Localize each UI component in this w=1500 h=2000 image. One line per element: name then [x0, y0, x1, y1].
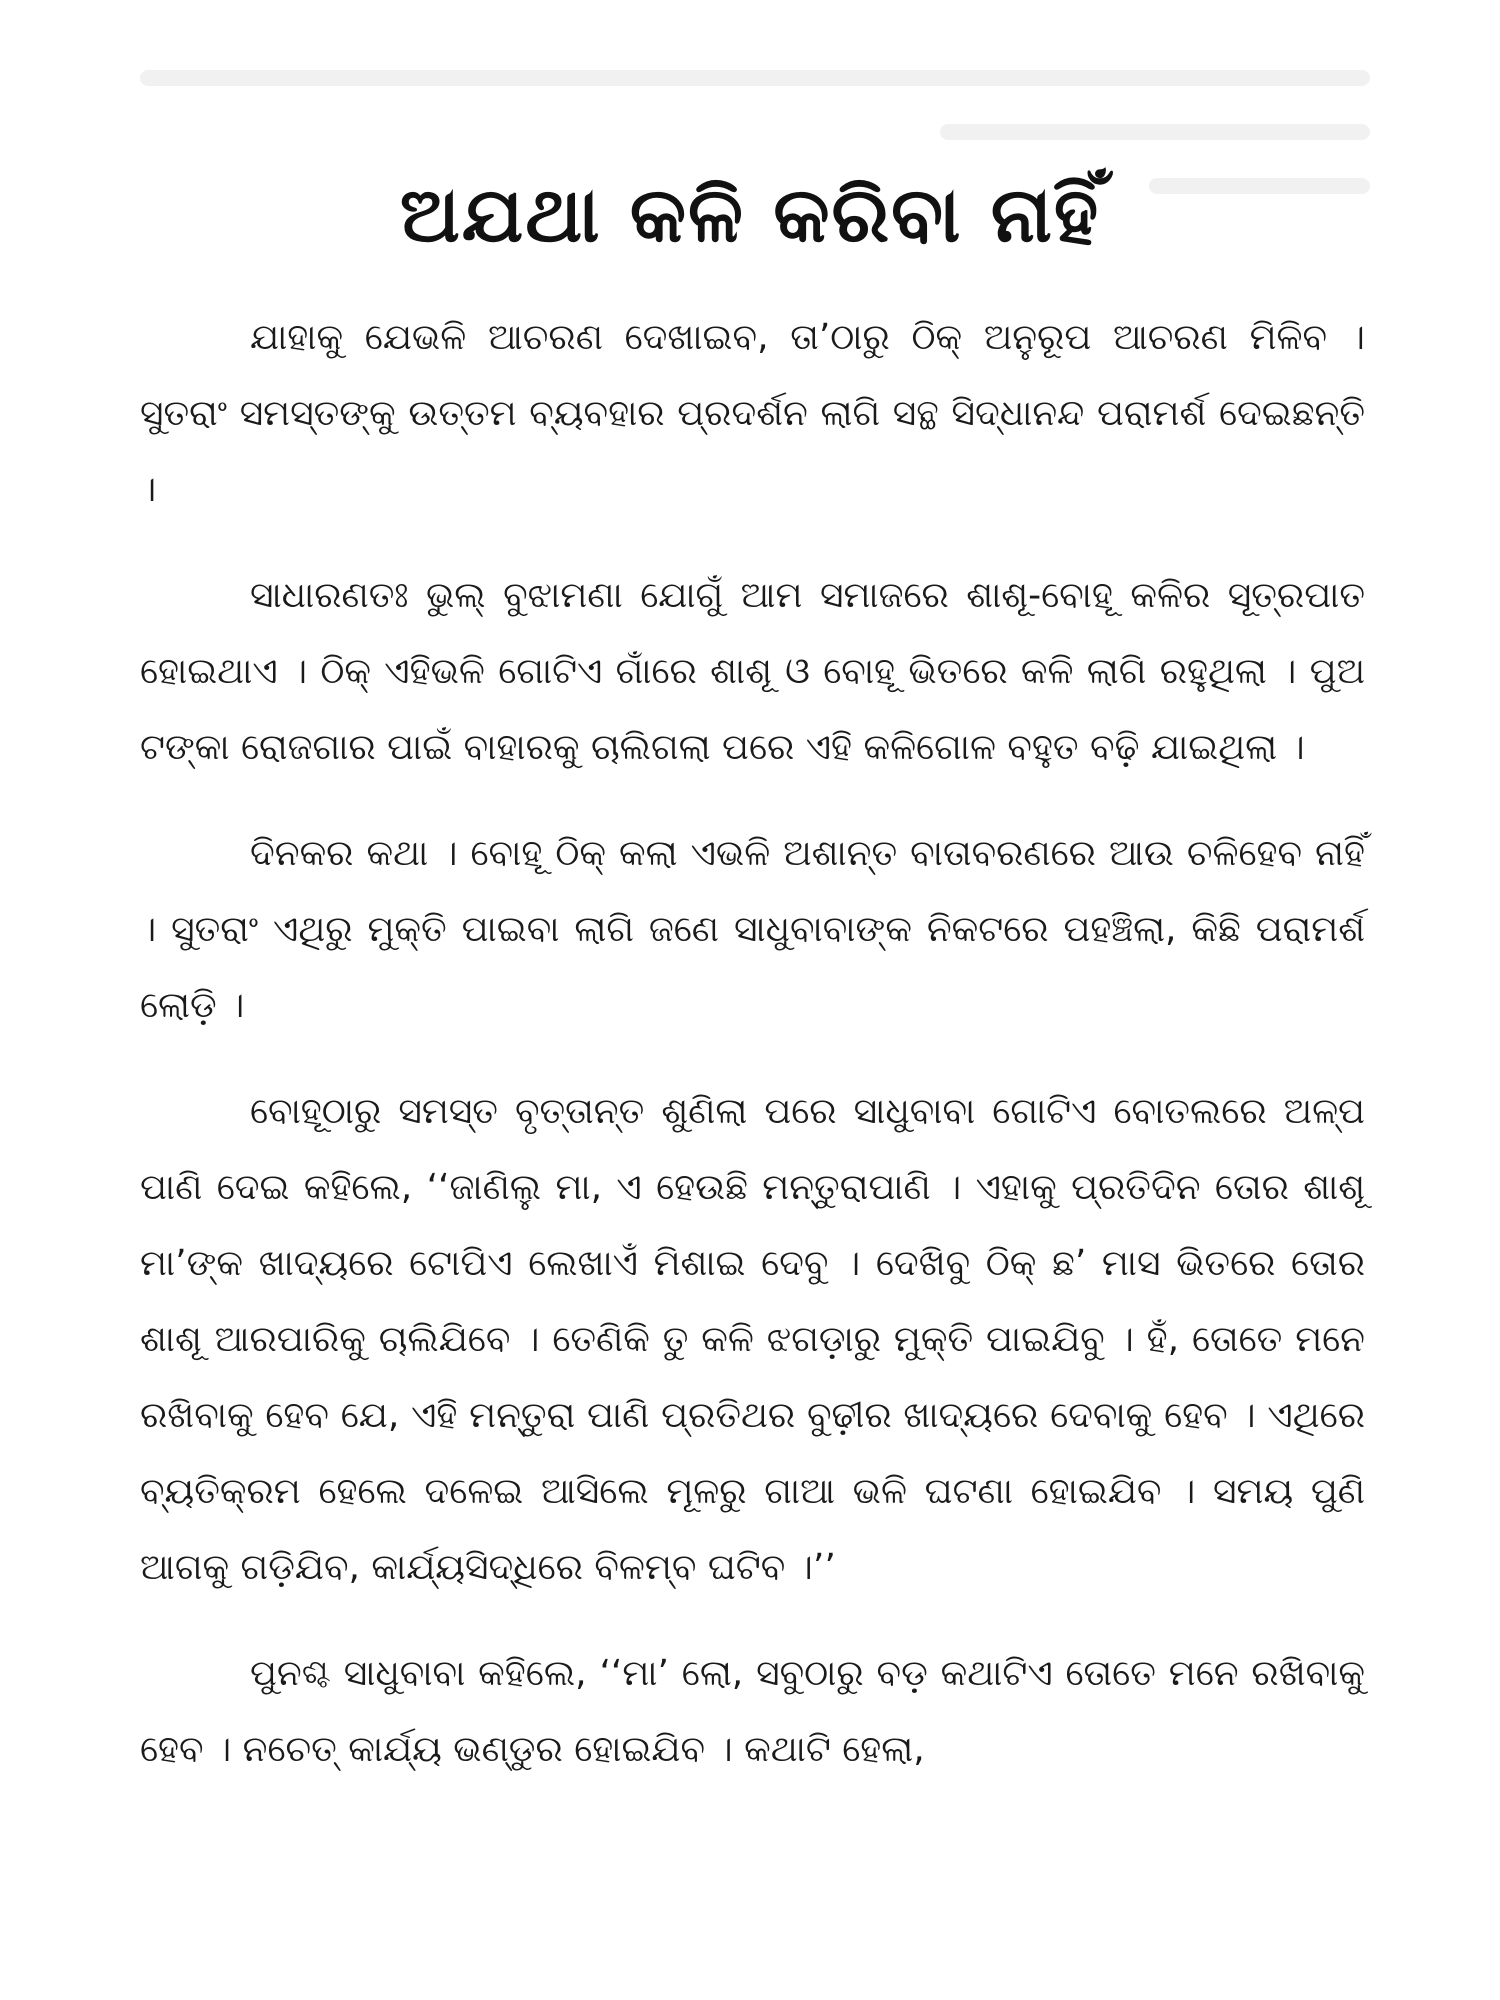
paragraph-1: ଯାହାକୁ ଯେଭଳି ଆଚରଣ ଦେଖାଇବ, ତା’ଠାରୁ ଠିକ୍ ଅନୁରୂପ ଆଚରଣ ମିଳିବ । ସୁତରାଂ ସମସ୍ତଙ୍କୁ ଉତ୍ତମ ବ୍ୟବହାର ପ୍ରଦର୍ଶନ ଲାଗି ସନ୍ଥ ସିଦ୍ଧାନନ୍ଦ ପରାମର୍ଶ ଦେଇଛନ୍ତି ।	[140, 317, 1365, 510]
paragraph-4: ବୋହୂଠାରୁ ସମସ୍ତ ବୃତ୍ତାନ୍ତ ଶୁଣିଲା ପରେ ସାଧୁବାବା ଗୋଟିଏ ବୋତଲରେ ଅଳ୍ପ ପାଣି ଦେଇ କହିଲେ, ‘‘ଜାଣିଲୁ ମା, ଏ ହେଉଛି ମନ୍ତୁରାପାଣି । ଏହାକୁ ପ୍ରତିଦିନ ତୋର ଶାଶୂ ମା’ଙ୍କ ଖାଦ୍ୟରେ ଟୋପିଏ ଲେଖାଏଁ ମିଶାଇ ଦେବୁ । ଦେଖିବୁ ଠିକ୍ ଛ’ ମାସ ଭିତରେ ତୋର ଶାଶୂ ଆରପାରିକୁ ଚାଲିଯିବେ । ତେଣିକି ତୁ କଳି ଝଗଡ଼ାରୁ ମୁକ୍ତି ପାଇଯିବୁ । ହଁ, ତୋତେ ମନେ ରଖିବାକୁ ହେବ ଯେ, ଏହି ମନ୍ତୁରା ପାଣି ପ୍ରତିଥର ବୁଢ଼ୀର ଖାଦ୍ୟରେ ଦେବାକୁ ହେବ । ଏଥିରେ ବ୍ୟତିକ୍ରମ ହେଲେ ଦଳେଇ ଆସିଲେ ମୂଳରୁ ଗାଆ ଭଳି ଘଟଣା ହୋଇଯିବ । ସମୟ ପୁଣି ଆଗକୁ ଗଡ଼ିଯିବ, କାର୍ଯ୍ୟସିଦ୍ଧିରେ ବିଳମ୍ବ ଘଟିବ ।’’	[140, 1091, 1365, 1588]
paragraph-3: ଦିନକର କଥା । ବୋହୂ ଠିକ୍ କଲା ଏଭଳି ଅଶାନ୍ତ ବାତାବରଣରେ ଆଉ ଚଳିହେବ ନାହିଁ । ସୁତରାଂ ଏଥିରୁ ମୁକ୍ତି ପାଇବା ଲାଗି ଜଣେ ସାଧୁବାବାଙ୍କ ନିକଟରେ ପହଞ୍ଚିଲା, କିଛି ପରାମର୍ଶ ଲୋଡ଼ି ।	[140, 833, 1365, 1026]
paragraph-2: ସାଧାରଣତଃ ଭୁଲ୍ ବୁଝାମଣା ଯୋଗୁଁ ଆମ ସମାଜରେ ଶାଶୂ-ବୋହୂ କଳିର ସୂତ୍ରପାତ ହୋଇଥାଏ । ଠିକ୍ ଏହିଭଳି ଗୋଟିଏ ଗାଁରେ ଶାଶୂ ଓ ବୋହୂ ଭିତରେ କଳି ଲାଗି ରହୁଥିଲା । ପୁଅ ଟଙ୍କା ରୋଜଗାର ପାଇଁ ବାହାରକୁ ଚାଲିଗଲା ପରେ ଏହି କଳିଗୋଳ ବହୁତ ବଢ଼ି ଯାଇଥିଲା ।	[140, 575, 1365, 768]
paragraph-5: ପୁନଶ୍ଚ ସାଧୁବାବା କହିଲେ, ‘‘ମା’ ଲୋ, ସବୁଠାରୁ ବଡ଼ କଥାଟିଏ ତୋତେ ମନେ ରଖିବାକୁ ହେବ । ନଚେତ୍ କାର୍ଯ୍ୟ ଭଣ୍ଡୁର ହୋଇଯିବ । କଥାଟି ହେଲା,	[140, 1653, 1365, 1770]
page-title: ଅଯଥା କଳି କରିବା ନାହିଁ	[399, 170, 1101, 259]
story-body	[140, 300, 1365, 1788]
